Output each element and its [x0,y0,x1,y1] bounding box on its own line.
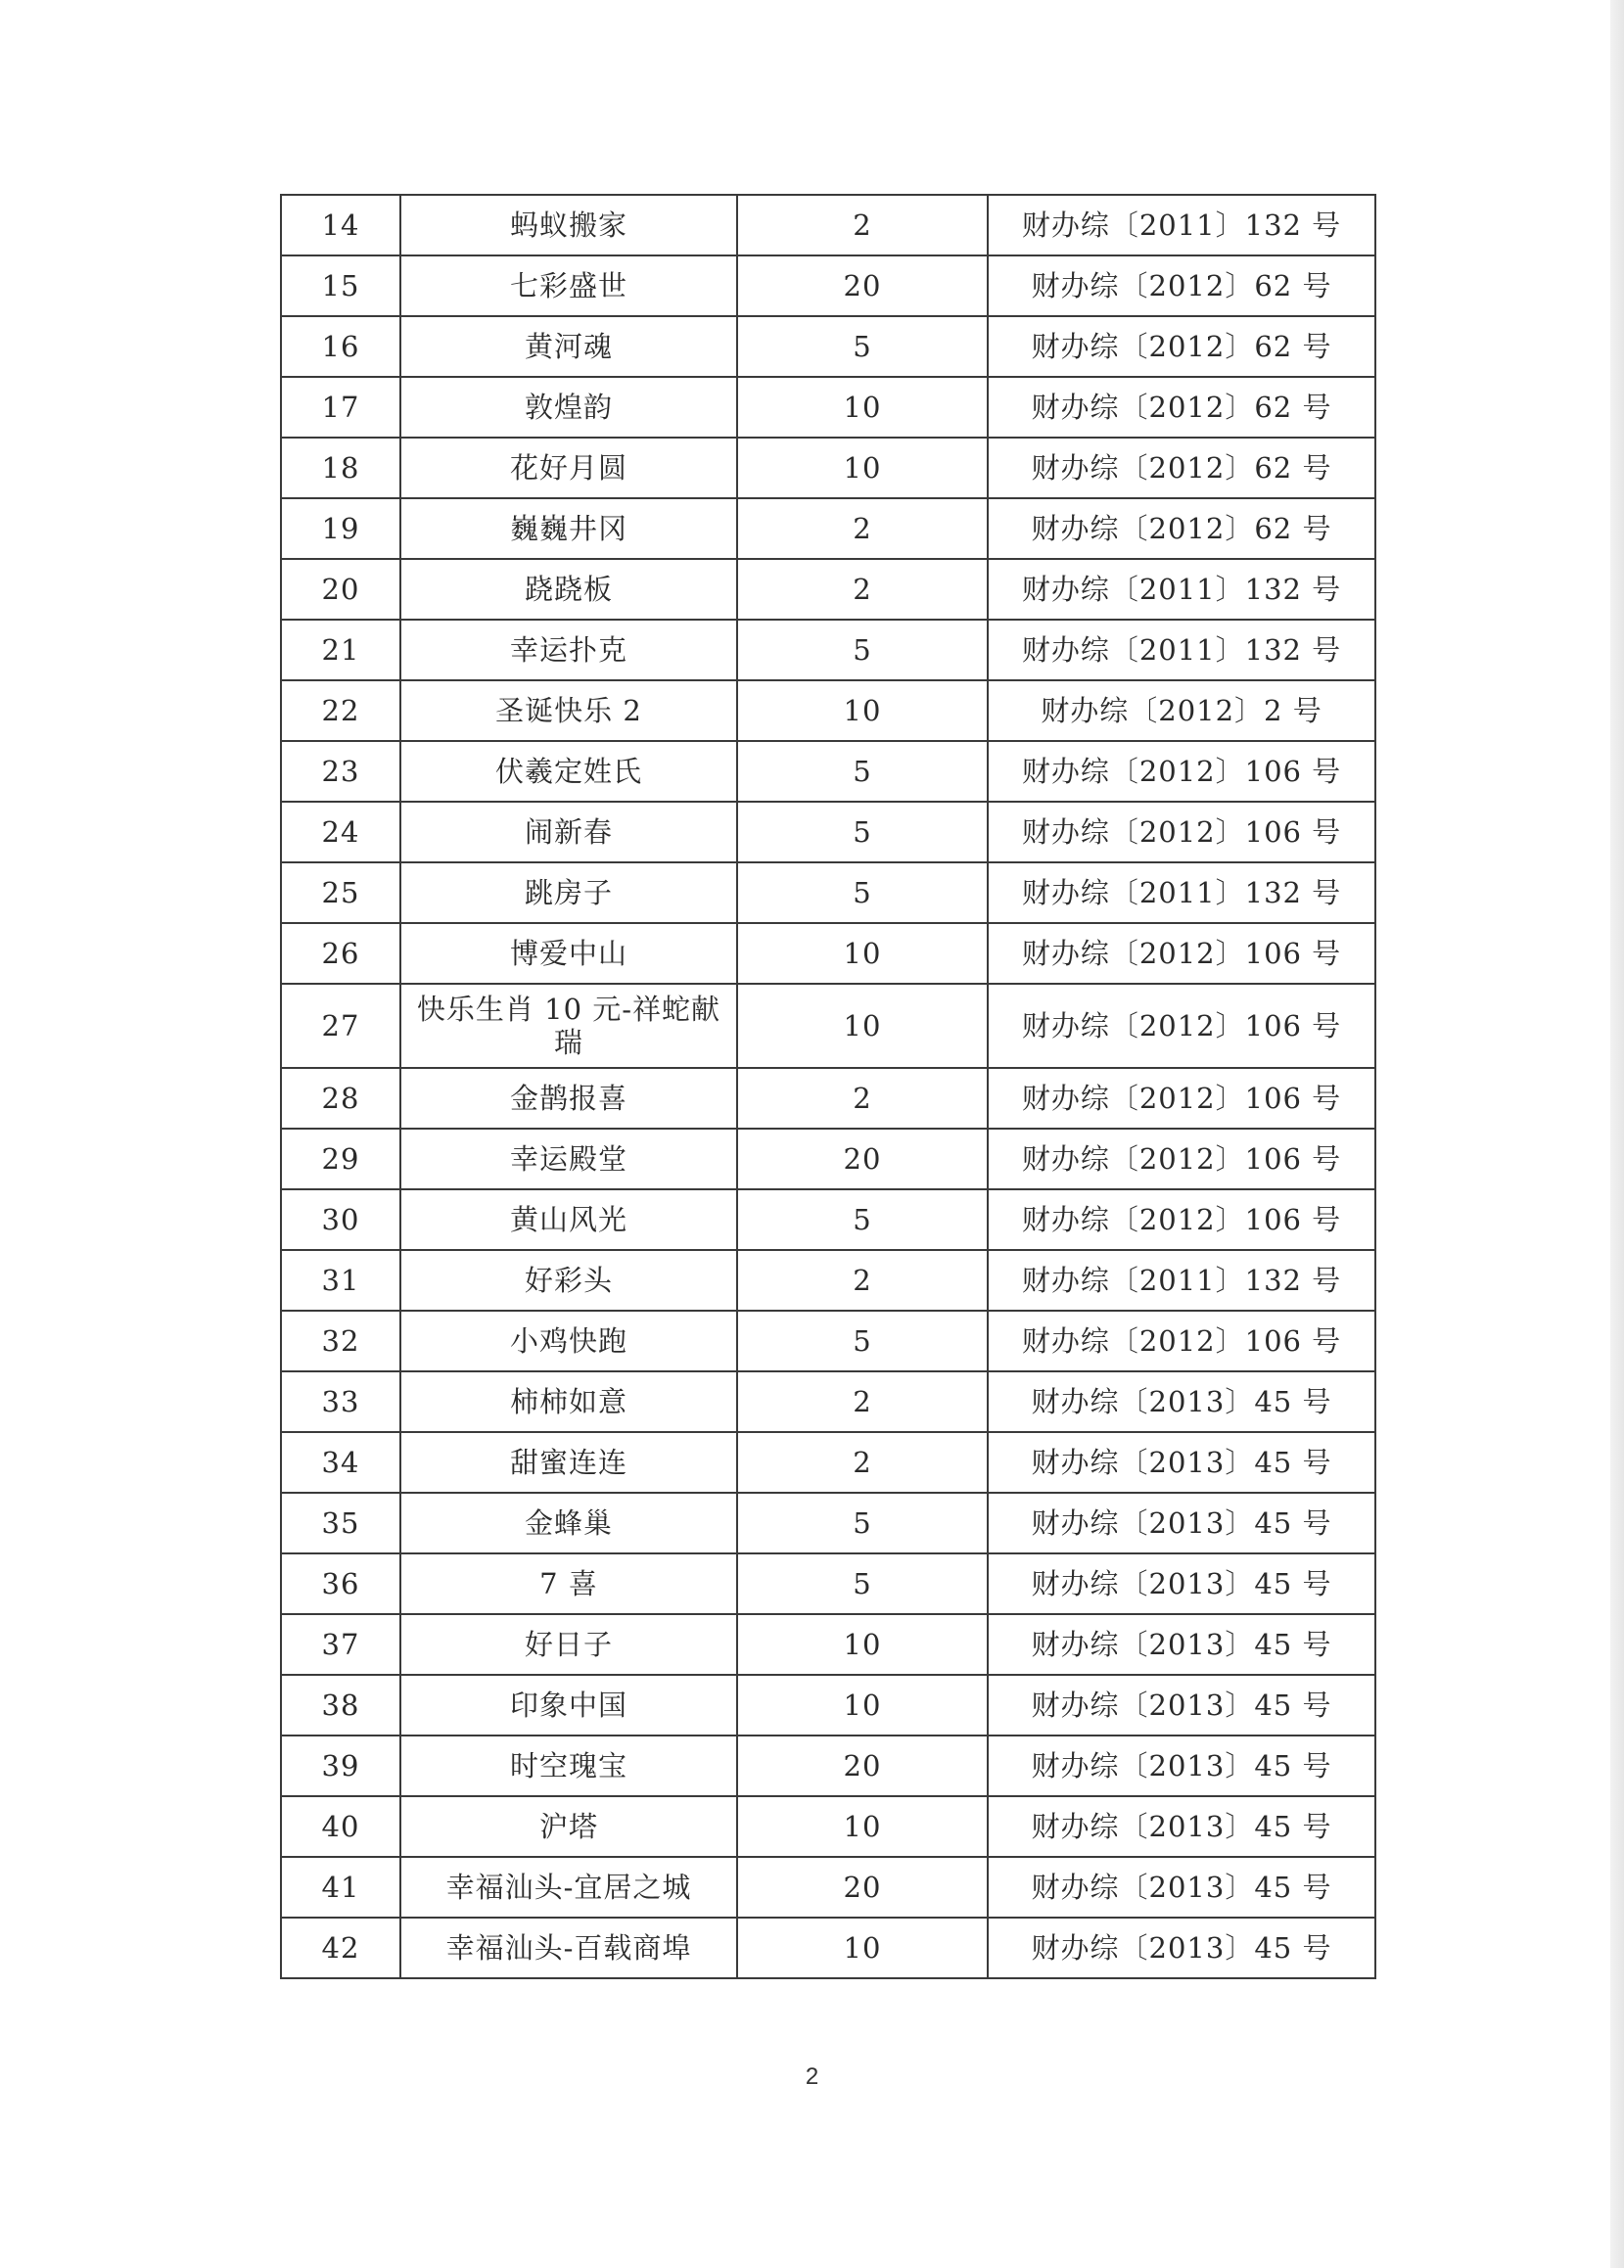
table-row [281,741,1375,802]
document-number-cell: 财办综〔2012〕62 号 [988,498,1375,559]
price-cell: 2 [737,1250,988,1311]
row-number-cell: 21 [281,620,400,680]
document-number-cell: 财办综〔2011〕132 号 [988,1250,1375,1311]
game-name-cell: 好日子 [400,1614,737,1675]
document-number-cell: 财办综〔2012〕106 号 [988,984,1375,1068]
document-number-cell: 财办综〔2012〕106 号 [988,923,1375,984]
table-row [281,377,1375,438]
row-number-cell: 40 [281,1796,400,1857]
table-row [281,255,1375,316]
game-name-cell: 7 喜 [400,1553,737,1614]
game-name-cell: 沪塔 [400,1796,737,1857]
document-number-cell: 财办综〔2013〕45 号 [988,1675,1375,1736]
row-number-cell: 17 [281,377,400,438]
document-number-cell: 财办综〔2013〕45 号 [988,1371,1375,1432]
game-name-cell: 圣诞快乐 2 [400,680,737,741]
price-cell: 5 [737,316,988,377]
table-row [281,1432,1375,1493]
price-cell: 2 [737,195,988,255]
row-number-cell: 36 [281,1553,400,1614]
price-cell: 10 [737,984,988,1068]
game-name-cell: 跷跷板 [400,559,737,620]
table-row [281,680,1375,741]
price-cell: 5 [737,741,988,802]
table-row [281,1371,1375,1432]
document-number-cell: 财办综〔2012〕62 号 [988,438,1375,498]
table-row [281,1675,1375,1736]
page-number: 2 [805,2063,819,2090]
document-number-cell: 财办综〔2013〕45 号 [988,1432,1375,1493]
document-number-cell: 财办综〔2012〕2 号 [988,680,1375,741]
game-name-cell: 七彩盛世 [400,255,737,316]
document-number-cell: 财办综〔2013〕45 号 [988,1796,1375,1857]
game-name-cell: 跳房子 [400,862,737,923]
game-name-cell: 敦煌韵 [400,377,737,438]
game-name-cell: 好彩头 [400,1250,737,1311]
row-number-cell: 37 [281,1614,400,1675]
table-row [281,195,1375,255]
game-name-cell: 蚂蚁搬家 [400,195,737,255]
price-cell: 10 [737,923,988,984]
document-number-cell: 财办综〔2013〕45 号 [988,1918,1375,1978]
price-cell: 10 [737,1796,988,1857]
game-name-cell: 幸运殿堂 [400,1129,737,1189]
table-row [281,498,1375,559]
table-row [281,1311,1375,1371]
row-number-cell: 18 [281,438,400,498]
game-name-cell: 博爱中山 [400,923,737,984]
game-name-cell: 柿柿如意 [400,1371,737,1432]
row-number-cell: 19 [281,498,400,559]
row-number-cell: 39 [281,1736,400,1796]
table-row [281,1493,1375,1553]
document-number-cell: 财办综〔2012〕62 号 [988,377,1375,438]
price-cell: 20 [737,255,988,316]
document-number-cell: 财办综〔2012〕106 号 [988,1311,1375,1371]
row-number-cell: 34 [281,1432,400,1493]
row-number-cell: 41 [281,1857,400,1918]
game-name-cell: 小鸡快跑 [400,1311,737,1371]
row-number-cell: 23 [281,741,400,802]
table-row [281,862,1375,923]
table-row [281,438,1375,498]
table-row [281,559,1375,620]
row-number-cell: 14 [281,195,400,255]
table-row [281,923,1375,984]
price-cell: 2 [737,1371,988,1432]
table-row [281,1250,1375,1311]
row-number-cell: 35 [281,1493,400,1553]
price-cell: 5 [737,1553,988,1614]
document-number-cell: 财办综〔2012〕106 号 [988,1129,1375,1189]
price-cell: 10 [737,1675,988,1736]
game-name-cell: 印象中国 [400,1675,737,1736]
lottery-table [280,194,1376,1979]
row-number-cell: 28 [281,1068,400,1129]
row-number-cell: 27 [281,984,400,1068]
document-number-cell: 财办综〔2011〕132 号 [988,559,1375,620]
document-number-cell: 财办综〔2012〕106 号 [988,741,1375,802]
table-row [281,1857,1375,1918]
document-number-cell: 财办综〔2011〕132 号 [988,862,1375,923]
price-cell: 2 [737,498,988,559]
document-number-cell: 财办综〔2013〕45 号 [988,1736,1375,1796]
row-number-cell: 42 [281,1918,400,1978]
table-row [281,1736,1375,1796]
row-number-cell: 16 [281,316,400,377]
game-name-cell: 幸福汕头-宜居之城 [400,1857,737,1918]
game-name-cell: 金蜂巢 [400,1493,737,1553]
row-number-cell: 26 [281,923,400,984]
table-row [281,620,1375,680]
price-cell: 20 [737,1129,988,1189]
document-number-cell: 财办综〔2011〕132 号 [988,620,1375,680]
document-number-cell: 财办综〔2013〕45 号 [988,1553,1375,1614]
price-cell: 5 [737,1311,988,1371]
game-name-cell: 甜蜜连连 [400,1432,737,1493]
price-cell: 10 [737,1614,988,1675]
table-row [281,1189,1375,1250]
document-number-cell: 财办综〔2012〕62 号 [988,255,1375,316]
price-cell: 5 [737,802,988,862]
game-name-cell: 黄河魂 [400,316,737,377]
document-number-cell: 财办综〔2012〕106 号 [988,1189,1375,1250]
price-cell: 20 [737,1736,988,1796]
table-row [281,984,1375,1068]
game-name-cell: 幸福汕头-百载商埠 [400,1918,737,1978]
document-number-cell: 财办综〔2013〕45 号 [988,1857,1375,1918]
price-cell: 2 [737,559,988,620]
game-name-cell: 幸运扑克 [400,620,737,680]
price-cell: 5 [737,1493,988,1553]
document-number-cell: 财办综〔2013〕45 号 [988,1493,1375,1553]
document-number-cell: 财办综〔2013〕45 号 [988,1614,1375,1675]
row-number-cell: 22 [281,680,400,741]
table-row [281,1918,1375,1978]
table-row [281,802,1375,862]
price-cell: 2 [737,1432,988,1493]
price-cell: 10 [737,438,988,498]
game-name-cell: 时空瑰宝 [400,1736,737,1796]
table-row [281,1614,1375,1675]
price-cell: 5 [737,862,988,923]
game-name-cell: 黄山风光 [400,1189,737,1250]
row-number-cell: 25 [281,862,400,923]
table-row [281,1068,1375,1129]
row-number-cell: 24 [281,802,400,862]
price-cell: 2 [737,1068,988,1129]
game-name-cell: 闹新春 [400,802,737,862]
row-number-cell: 30 [281,1189,400,1250]
table-row [281,1796,1375,1857]
table-row [281,1553,1375,1614]
price-cell: 10 [737,377,988,438]
document-number-cell: 财办综〔2012〕62 号 [988,316,1375,377]
game-name-cell: 花好月圆 [400,438,737,498]
row-number-cell: 38 [281,1675,400,1736]
price-cell: 5 [737,620,988,680]
game-name-cell: 金鹊报喜 [400,1068,737,1129]
table-row [281,316,1375,377]
row-number-cell: 29 [281,1129,400,1189]
row-number-cell: 31 [281,1250,400,1311]
game-name-cell: 快乐生肖 10 元-祥蛇献瑞 [400,984,737,1068]
row-number-cell: 32 [281,1311,400,1371]
price-cell: 10 [737,1918,988,1978]
row-number-cell: 33 [281,1371,400,1432]
document-number-cell: 财办综〔2012〕106 号 [988,1068,1375,1129]
game-name-cell: 伏羲定姓氏 [400,741,737,802]
row-number-cell: 20 [281,559,400,620]
document-number-cell: 财办综〔2012〕106 号 [988,802,1375,862]
price-cell: 5 [737,1189,988,1250]
scan-edge-shadow [1610,0,1624,2268]
price-cell: 10 [737,680,988,741]
game-name-cell: 巍巍井冈 [400,498,737,559]
price-cell: 20 [737,1857,988,1918]
table-row [281,1129,1375,1189]
document-number-cell: 财办综〔2011〕132 号 [988,195,1375,255]
row-number-cell: 15 [281,255,400,316]
